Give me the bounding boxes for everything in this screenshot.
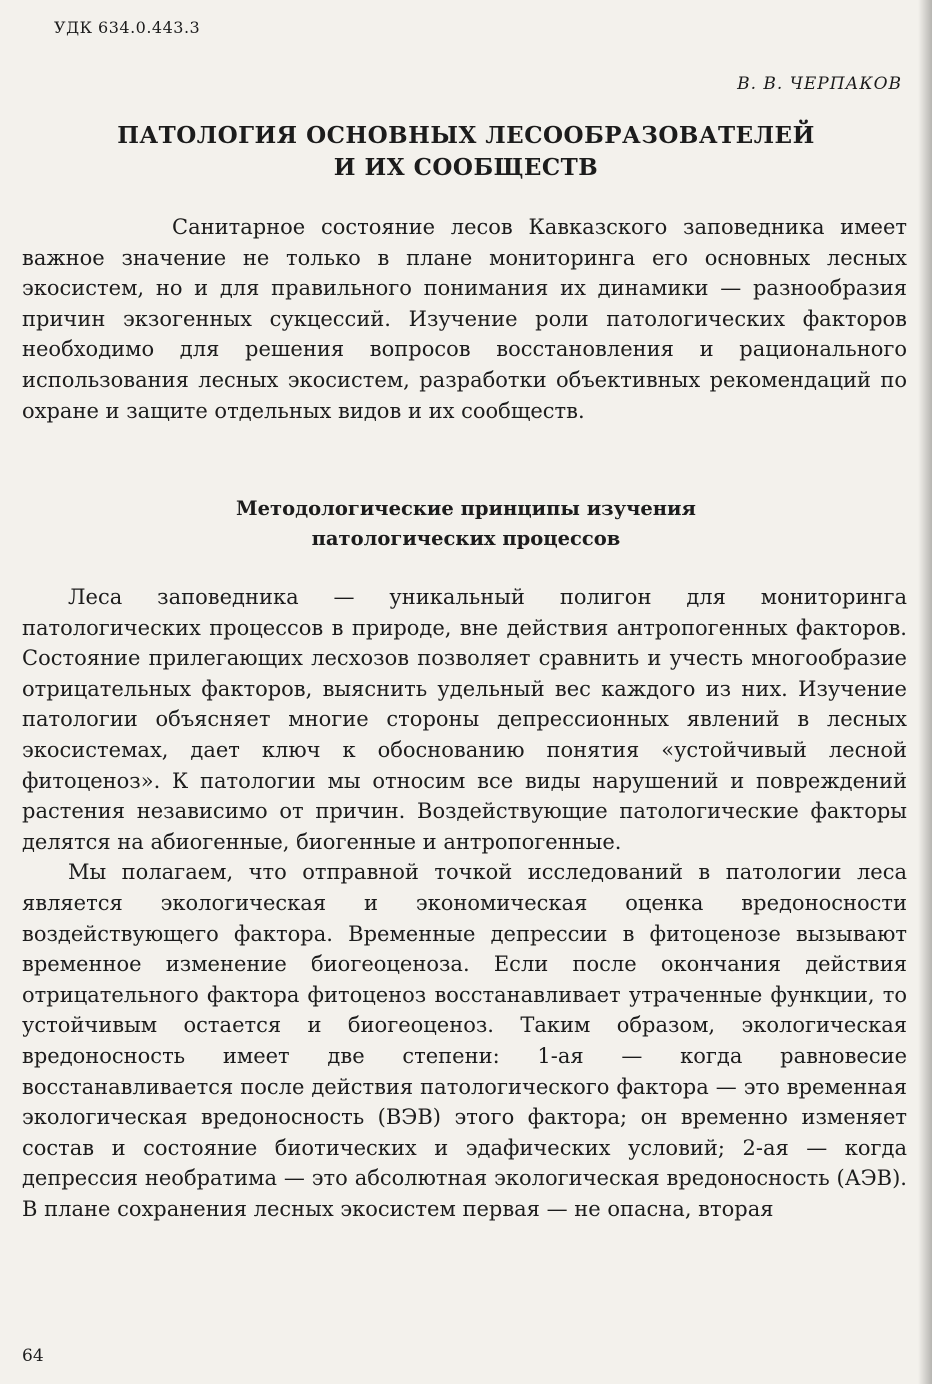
title-line-1: ПАТОЛОГИЯ ОСНОВНЫХ ЛЕСООБРАЗОВАТЕЛЕЙ bbox=[117, 122, 815, 149]
section-heading-line-2: патологических процессов bbox=[311, 527, 621, 550]
body-paragraph-2: Мы полагаем, что отправной точкой исследований в патологии леса является экологическая и экономическая оценка вредоносности воздействующего фактора. Временные депрессии в фитоценозе вызывают временное изменение биогеоценоза. Если после окончания действия отрицательного фактора фитоценоз восстанавливает утраченные функции, то устойчивым остается и биогеоценоз. Таким образом, экологическая вредоносность имеет две степени: 1-ая — когда равновесие восстанавливается после действия патологического фактора — это временная экологическая вредоносность (ВЭВ) этого фактора; он временно изменяет состав и состояние биотических и эдафических условий; 2-ая — когда депрессия необратима — это абсолютная экологическая вредоносность (АЭВ). В плане сохранения лесных экосистем первая — не опасна, вторая bbox=[22, 860, 907, 1221]
section-body bbox=[22, 582, 907, 1224]
page-edge-shadow bbox=[918, 0, 932, 1384]
abstract-paragraph: Санитарное состояние лесов Кавказского заповедника имеет важное значение не только в плане мониторинга его основных лесных экосистем, но и для правильного понимания их динамики — разнообразия причин экзогенных сукцессий. Изучение роли патологических факторов необходимо для решения вопросов восстановления и рационального использования лесных экосистем, разработки объективных рекомендаций по охране и защите отдельных видов и их сообществ. bbox=[22, 215, 907, 423]
section-heading bbox=[60, 494, 872, 554]
udk-code: УДК 634.0.443.3 bbox=[54, 18, 201, 37]
body-paragraph-1: Леса заповедника — уникальный полигон для мониторинга патологических процессов в природе, вне действия антропогенных факторов. Состояние прилегающих лесхозов позволяет сравнить и учесть многообразие отрицательных факторов, выяснить удельный вес каждого из них. Изучение патологии объясняет многие стороны депрессионных явлений в лесных экосистемах, дает ключ к обоснованию понятия «устойчивый лесной фитоценоз». К патологии мы относим все виды нарушений и повреждений растения независимо от причин. Воздействующие патологические факторы делятся на абиогенные, биогенные и антропогенные. bbox=[22, 585, 907, 854]
title-line-2: И ИХ СООБЩЕСТВ bbox=[333, 154, 599, 181]
author-name: В. В. ЧЕРПАКОВ bbox=[737, 74, 902, 94]
page-number: 64 bbox=[22, 1346, 44, 1366]
section-heading-line-1: Методологические принципы изучения bbox=[236, 497, 696, 520]
article-title bbox=[60, 120, 872, 184]
